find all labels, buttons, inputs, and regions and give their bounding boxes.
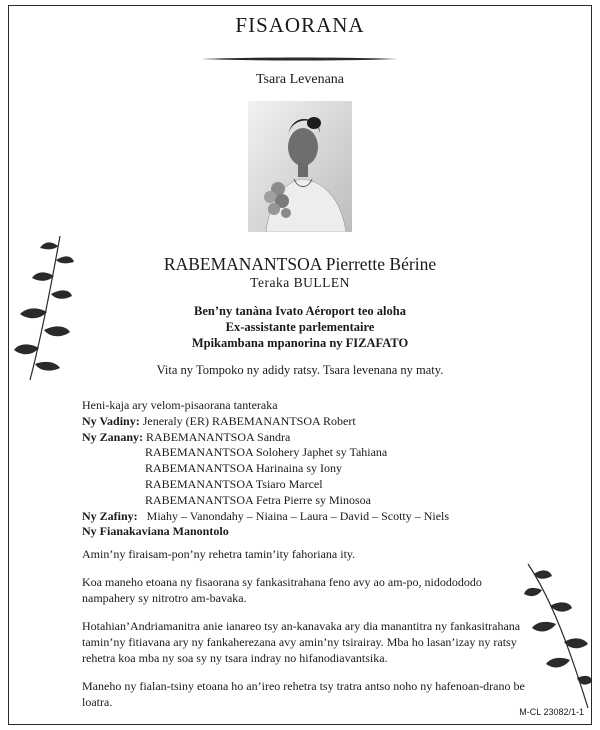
thanks-paragraph: Koa maneho etoana ny fisaorana sy fankasitrahana feno avy ao am-po, nidodododo nampahery sy nitrotro am-bavaka. — [82, 575, 482, 605]
thanks-paragraph: Maneho ny fialan-tsiny etoana ho an’ireo rehetra tsy tratra antso noho ny hafenoan-drano be loatra. — [82, 679, 525, 709]
page-title: FISAORANA — [235, 13, 365, 37]
role-line: Mpikambana mpanorina ny FIZAFATO — [191, 336, 409, 350]
subtitle: Tsara Levenana — [255, 72, 345, 87]
child-name: RABEMANANTSOA Harinaina sy Iony — [145, 461, 342, 476]
extended-family: Ny Fianakaviana Manontolo — [82, 524, 229, 539]
ornamental-divider — [200, 53, 400, 65]
spouse-row — [82, 414, 582, 430]
grandchildren-names: Miahy – Vanondahy – Niaina – Laura – David – Scotty – Niels — [146, 508, 450, 523]
family-intro: Heni-kaja ary velom-pisaorana tanteraka — [82, 398, 278, 412]
spouse-name: Jeneraly (ER) RABEMANANTSOA Robert — [142, 413, 356, 428]
child-name: RABEMANANTSOA Tsiaro Marcel — [145, 476, 323, 491]
portrait-photo — [248, 101, 352, 232]
child-name: RABEMANANTSOA Solohery Japhet sy Tahiana — [145, 445, 388, 460]
maiden-name: Teraka BULLEN — [250, 275, 350, 290]
role-line: Ben’ny tanàna Ivato Aéroport teo aloha — [194, 304, 406, 318]
reference-code: M-CL 23082/1-1 — [519, 707, 584, 717]
grandchildren-label: Ny Zafiny: — [82, 508, 138, 523]
role-line: Ex-assistante parlementaire — [225, 320, 375, 334]
child-name: RABEMANANTSOA Fetra Pierre sy Minosoa — [145, 492, 371, 507]
children-row — [82, 430, 582, 446]
child-name: RABEMANANTSOA Sandra — [146, 429, 291, 444]
thanks-paragraph: Hotahian’Andriamanitra anie ianareo tsy an-kanavaka ary dia manantitra ny fankasitrahana tamin’ny fitiavana ary ny fankaherezana avy amin’ny tsirairay. Mba ho lasan’izay ny ratsy rehetra koa mba ny soa sy ny tsara indray no hifanodiavantsika. — [82, 619, 521, 665]
family-list — [82, 398, 582, 540]
deceased-name: RABEMANANTSOA Pierrette Bérine — [163, 254, 437, 274]
thanks-paragraph: Amin’ny firaisam-pon’ny rehetra tamin’ity fahoriana ity. — [82, 547, 356, 561]
roles-list — [0, 303, 600, 351]
children-label: Ny Zanany: — [82, 429, 144, 444]
spouse-label: Ny Vadiny: — [82, 413, 140, 428]
announcement: Vita ny Tompoko ny adidy ratsy. Tsara levenana ny maty. — [156, 363, 444, 377]
grandchildren-row — [82, 509, 582, 525]
